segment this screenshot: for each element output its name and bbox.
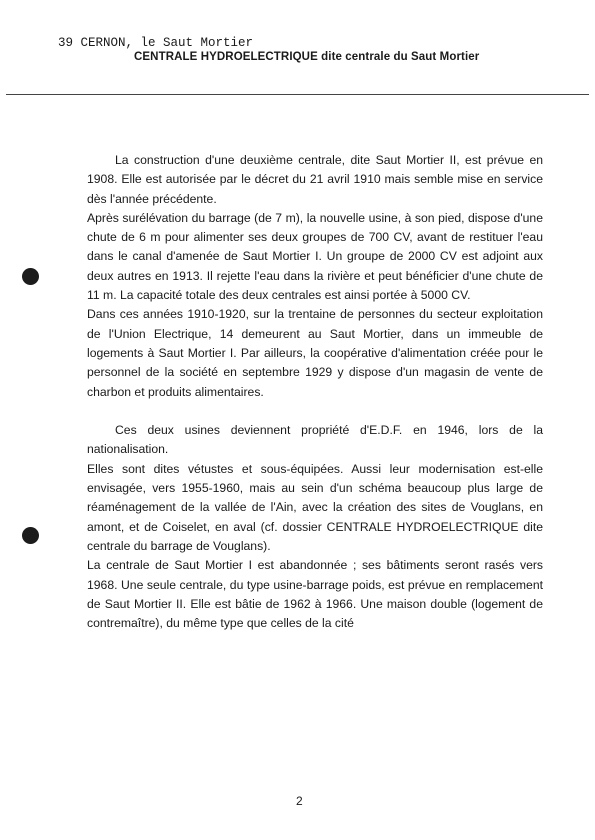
page-number: 2 — [296, 794, 303, 808]
document-body — [87, 151, 543, 633]
paragraph-2: Après surélévation du barrage (de 7 m), la nouvelle usine, à son pied, dispose d'une chute de 6 m pour alimenter ses deux groupes de 700 CV, avant de restituer l'eau dans le canal d'amenée de Saut Mortier I. Un groupe de 2000 CV est adjoint aux deux autres en 1913. Il rejette l'eau dans la rivière et peut bénéficier d'une chute de 11 m. La capacité totale des deux centrales est ainsi portée à 5000 CV. — [87, 210, 543, 303]
paragraph-3: Dans ces années 1910-1920, sur la trentaine de personnes du secteur exploitation de l'Union Electrique, 14 demeurent au Saut Mortier, dans un immeuble de logements à Saut Mortier I. Par ailleurs, la coopérative d'alimentation créée pour le personnel de la société en septembre 1929 y dispose d'un magasin de vente de charbon et produits alimentaires. — [87, 307, 543, 399]
header-location: 39 CERNON, le Saut Mortier — [58, 36, 254, 50]
paragraph-4: Ces deux usines deviennent propriété d'E.D.F. en 1946, lors de la nationalisation. — [87, 423, 543, 457]
paragraph-5: Elles sont dites vétustes et sous-équipées. Aussi leur modernisation est-elle envisagée, vers 1955-1960, mais au sein d'un schéma beaucoup plus large de réaménagement de la vallée de l'Ain, avec la création des sites de Vouglans, en amont, et de Coiselet, en aval (cf. dossier CENTRALE HYDROELECTRIQUE dite centrale du barrage de Vouglans). — [87, 461, 543, 553]
header-title: CENTRALE HYDROELECTRIQUE dite centrale du Saut Mortier — [134, 51, 480, 63]
punch-hole-bottom — [22, 527, 39, 544]
punch-hole-top — [22, 268, 39, 285]
header-divider — [6, 94, 589, 95]
paragraph-gap — [87, 402, 543, 421]
paragraph-1: La construction d'une deuxième centrale, dite Saut Mortier II, est prévue en 1908. Elle est autorisée par le décret du 21 avril 1910 mais semble mise en service dès l'année précédente. — [87, 153, 543, 206]
paragraph-6: La centrale de Saut Mortier I est abandonnée ; ses bâtiments seront rasés vers 1968. Une seule centrale, du type usine-barrage poids, est prévue en remplacement de Saut Mortier II. Elle est bâtie de 1962 à 1966. Une maison double (logement de contremaître), du même type que celles de la cité — [87, 558, 543, 631]
